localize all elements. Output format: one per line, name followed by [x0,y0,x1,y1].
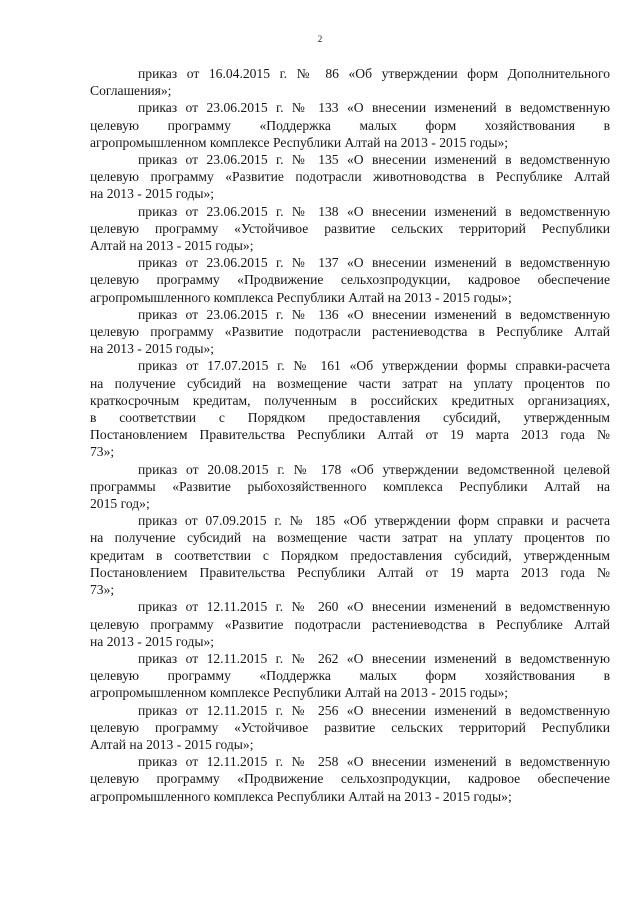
paragraph-line: целевую программу «Развитие подотрасли растениеводства в Республике Алтай [90,616,610,632]
paragraph-line: приказ от 12.11.2015 г. № 256 «О внесении изменений в ведомственную [138,702,610,718]
paragraph-line: Постановлением Правительства Республики Алтай от 19 марта 2013 года № [90,427,610,443]
paragraph-line: приказ от 07.09.2015 г. № 185 «Об утверждении форм справки и расчета [138,513,610,529]
paragraph-line: приказ от 23.06.2015 г. № 135 «О внесении изменений в ведомственную [138,152,610,168]
order-paragraph [90,306,610,358]
paragraph-line: целевую программу «Продвижение сельхозпродукции, кадровое обеспечение [90,272,610,288]
order-paragraph [90,650,610,702]
paragraph-line: целевую программу «Продвижение сельхозпродукции, кадровое обеспечение [90,771,610,787]
order-paragraph [90,512,610,598]
paragraph-line: 2015 год»; [90,496,150,512]
paragraph-line: приказ от 23.06.2015 г. № 138 «О внесении изменений в ведомственную [138,203,610,219]
paragraph-line: агропромышленном комплексе Республики Алтай на 2013 - 2015 годы»; [90,134,509,150]
paragraph-line: программы «Развитие рыбохозяйственного комплекса Республики Алтай на [90,478,610,494]
paragraph-line: целевую программу «Устойчивое развитие сельских территорий Республики [90,719,610,735]
paragraph-line: на получение субсидий на возмещение части затрат на уплату процентов по [90,530,610,546]
paragraph-line: целевую программу «Устойчивое развитие сельских территорий Республики [90,220,610,236]
paragraph-line: приказ от 23.06.2015 г. № 133 «О внесении изменений в ведомственную [138,100,610,116]
page-number: 2 [317,34,323,44]
paragraph-line: целевую программу «Поддержка малых форм хозяйствования в [90,668,610,684]
paragraph-line: приказ от 17.07.2015 г. № 161 «Об утверждении формы справки-расчета [138,358,610,374]
paragraph-line: Алтай на 2013 - 2015 годы»; [90,736,254,752]
order-paragraph [90,461,610,513]
paragraph-line: приказ от 12.11.2015 г. № 260 «О внесении изменений в ведомственную [138,599,610,615]
paragraph-line: целевую программу «Развитие подотрасли растениеводства в Республике Алтай [90,324,610,340]
paragraph-line: агропромышленного комплекса Республики Алтай на 2013 - 2015 годы»; [90,289,512,305]
paragraph-line: 73»; [90,444,115,460]
order-paragraph [90,702,610,754]
paragraph-line: на получение субсидий на возмещение части затрат на уплату процентов по [90,375,610,391]
order-paragraph [90,357,610,460]
order-paragraph [90,65,610,99]
paragraph-line: приказ от 23.06.2015 г. № 137 «О внесении изменений в ведомственную [138,255,610,271]
order-paragraph [90,203,610,255]
paragraph-line: на 2013 - 2015 годы»; [90,186,215,202]
order-paragraph [90,598,610,650]
paragraph-line: в соответствии с Порядком предоставления субсидий, утвержденным [90,410,610,426]
paragraph-line: 73»; [90,582,115,598]
paragraph-line: кредитам в соответствии с Порядком предоставления субсидий, утвержденным [90,547,610,563]
paragraph-line: Алтай на 2013 - 2015 годы»; [90,238,254,254]
order-paragraph [90,254,610,306]
paragraph-line: целевую программу «Развитие подотрасли животноводства в Республике Алтай [90,169,610,185]
paragraph-line: приказ от 12.11.2015 г. № 258 «О внесении изменений в ведомственную [138,754,610,770]
paragraph-line: Соглашения»; [90,83,172,99]
paragraph-line: целевую программу «Поддержка малых форм хозяйствования в [90,117,610,133]
paragraph-line: на 2013 - 2015 годы»; [90,341,215,357]
order-paragraph [90,753,610,805]
paragraph-line: приказ от 12.11.2015 г. № 262 «О внесении изменений в ведомственную [138,650,610,666]
paragraph-line: приказ от 23.06.2015 г. № 136 «О внесении изменений в ведомственную [138,306,610,322]
document-body [90,65,610,805]
paragraph-line: агропромышленного комплекса Республики Алтай на 2013 - 2015 годы»; [90,788,512,804]
paragraph-line: приказ от 20.08.2015 г. № 178 «Об утверждении ведомственной целевой [138,461,610,477]
order-paragraph [90,99,610,151]
paragraph-line: Постановлением Правительства Республики Алтай от 19 марта 2013 года № [90,564,610,580]
order-paragraph [90,151,610,203]
paragraph-line: на 2013 - 2015 годы»; [90,633,215,649]
paragraph-line: краткосрочным кредитам, полученным в российских кредитных организациях, [90,392,610,408]
paragraph-line: агропромышленном комплексе Республики Алтай на 2013 - 2015 годы»; [90,685,509,701]
paragraph-line: приказ от 16.04.2015 г. № 86 «Об утверждении форм Дополнительного [138,66,610,81]
